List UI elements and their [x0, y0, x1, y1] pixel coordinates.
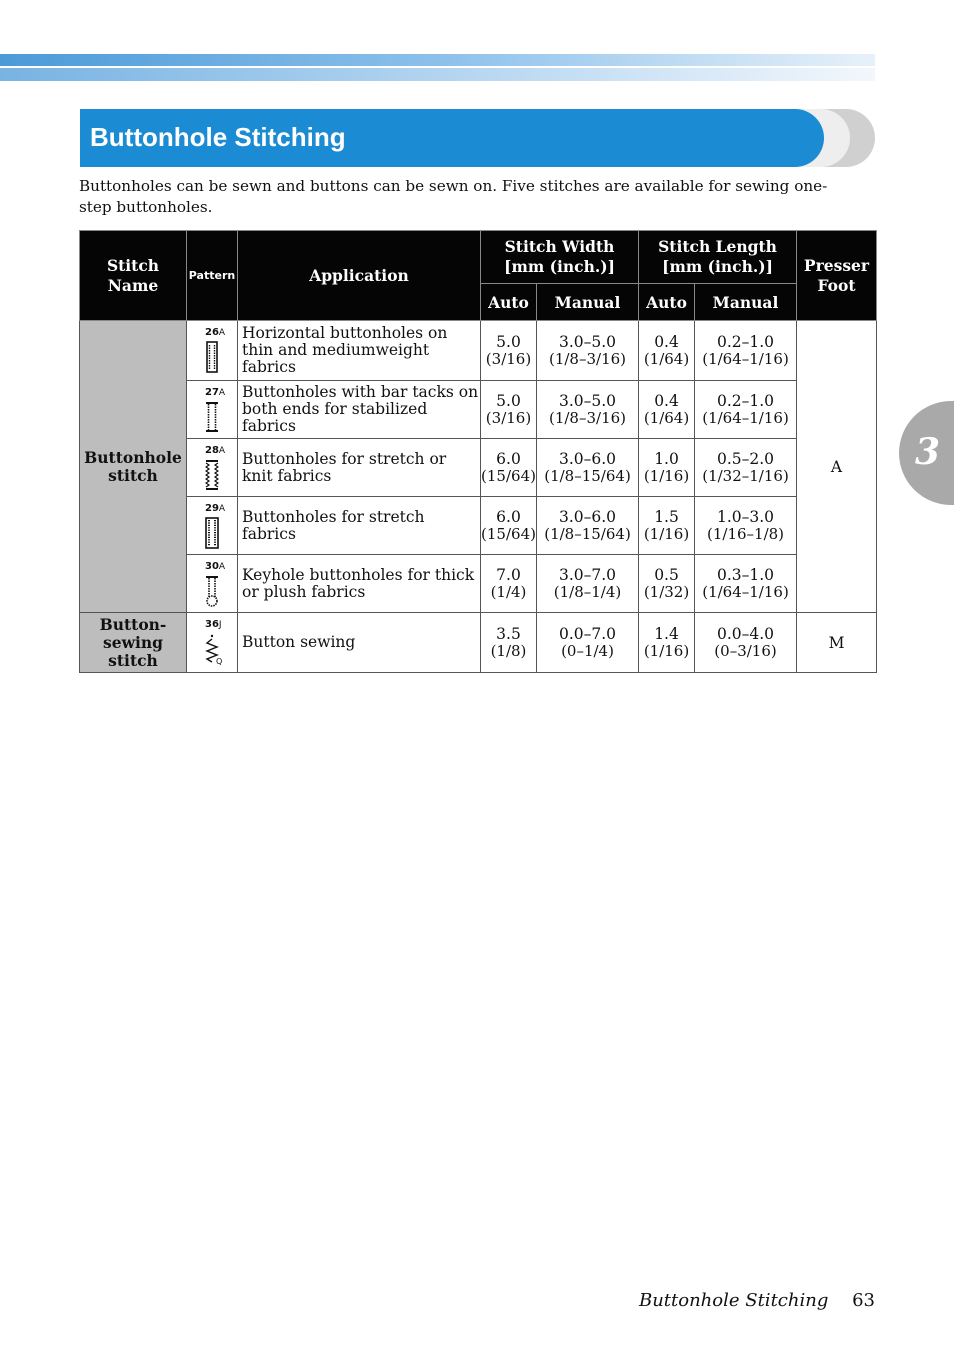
- pattern-cell: 29A: [187, 497, 238, 555]
- header-band: [0, 54, 875, 81]
- footer-title: Buttonhole Stitching: [638, 1290, 829, 1311]
- header-presser-foot: Presser Foot: [797, 231, 877, 321]
- page-number: 63: [852, 1290, 875, 1311]
- table-row: [80, 555, 877, 613]
- page-footer: [639, 1290, 875, 1311]
- width-manual-cell: 3.0–6.0 (1/8–15/64): [537, 497, 639, 555]
- width-auto-cell: 6.0 (15/64): [481, 439, 537, 497]
- header-stitch-length: Stitch Length [mm (inch.)]: [639, 231, 797, 284]
- header-width-manual: Manual: [537, 284, 639, 321]
- width-auto-cell: 3.5 (1/8): [481, 613, 537, 673]
- pattern-cell: 26A: [187, 321, 238, 381]
- chapter-tab: [899, 401, 954, 505]
- pattern-cell: 28A: [187, 439, 238, 497]
- table-row: [80, 613, 877, 673]
- length-manual-cell: 0.2–1.0 (1/64–1/16): [695, 321, 797, 381]
- svg-text:Q: Q: [216, 657, 223, 665]
- header-stitch-width: Stitch Width [mm (inch.)]: [481, 231, 639, 284]
- header-stitch-name: Stitch Name: [80, 231, 187, 321]
- length-manual-cell: 0.5–2.0 (1/32–1/16): [695, 439, 797, 497]
- header-pattern: Pattern: [187, 231, 238, 321]
- presser-foot-m: M: [797, 613, 877, 673]
- pattern-cell: 30A: [187, 555, 238, 613]
- header-length-manual: Manual: [695, 284, 797, 321]
- keyhole-buttonhole-icon: [205, 575, 219, 607]
- width-auto-cell: 5.0 (3/16): [481, 321, 537, 381]
- header-application: Application: [238, 231, 481, 321]
- chapter-number: 3: [915, 431, 941, 473]
- length-auto-cell: 0.4 (1/64): [639, 381, 695, 439]
- application-cell: Buttonholes with bar tacks on both ends for stabilized fabrics: [238, 381, 481, 439]
- table-row: [80, 381, 877, 439]
- presser-foot-a: A: [797, 321, 877, 613]
- category-button-sewing-stitch: Button- sewing stitch: [80, 613, 187, 673]
- bar-tack-buttonhole-icon: [205, 401, 219, 433]
- width-manual-cell: 3.0–5.0 (1/8–3/16): [537, 381, 639, 439]
- pattern-cell: 36J Q: [187, 613, 238, 673]
- width-manual-cell: 3.0–7.0 (1/8–1/4): [537, 555, 639, 613]
- application-cell: Buttonholes for stretch or knit fabrics: [238, 439, 481, 497]
- pattern-cell: 27A: [187, 381, 238, 439]
- buttonhole-pattern-icon: [205, 341, 219, 373]
- stitch-table: [79, 230, 877, 673]
- width-auto-cell: 7.0 (1/4): [481, 555, 537, 613]
- length-auto-cell: 0.4 (1/64): [639, 321, 695, 381]
- length-auto-cell: 0.5 (1/32): [639, 555, 695, 613]
- header-width-auto: Auto: [481, 284, 537, 321]
- application-cell: Buttonholes for stretch fabrics: [238, 497, 481, 555]
- width-auto-cell: 6.0 (15/64): [481, 497, 537, 555]
- stretch-fabric-buttonhole-icon: [205, 517, 219, 549]
- length-auto-cell: 1.0 (1/16): [639, 439, 695, 497]
- length-auto-cell: 1.5 (1/16): [639, 497, 695, 555]
- header-length-auto: Auto: [639, 284, 695, 321]
- intro-paragraph: Buttonholes can be sewn and buttons can be sewn on. Five stitches are available for sewing one-step buttonholes.: [79, 177, 828, 216]
- length-auto-cell: 1.4 (1/16): [639, 613, 695, 673]
- page-title: Buttonhole Stitching: [90, 122, 346, 152]
- category-buttonhole-stitch: Buttonhole stitch: [80, 321, 187, 613]
- section-title-bar: [80, 109, 875, 167]
- length-manual-cell: 0.2–1.0 (1/64–1/16): [695, 381, 797, 439]
- application-cell: Horizontal buttonholes on thin and mediumweight fabrics: [238, 321, 481, 381]
- width-manual-cell: 0.0–7.0 (0–1/4): [537, 613, 639, 673]
- width-auto-cell: 5.0 (3/16): [481, 381, 537, 439]
- width-manual-cell: 3.0–5.0 (1/8–3/16): [537, 321, 639, 381]
- application-cell: Keyhole buttonholes for thick or plush fabrics: [238, 555, 481, 613]
- stretch-buttonhole-icon: [205, 459, 219, 491]
- button-sewing-pattern-icon: [205, 633, 223, 665]
- table-row: [80, 439, 877, 497]
- table-row: [80, 321, 877, 381]
- table-row: [80, 497, 877, 555]
- width-manual-cell: 3.0–6.0 (1/8–15/64): [537, 439, 639, 497]
- length-manual-cell: 0.0–4.0 (0–3/16): [695, 613, 797, 673]
- length-manual-cell: 0.3–1.0 (1/64–1/16): [695, 555, 797, 613]
- application-cell: Button sewing: [238, 613, 481, 673]
- length-manual-cell: 1.0–3.0 (1/16–1/8): [695, 497, 797, 555]
